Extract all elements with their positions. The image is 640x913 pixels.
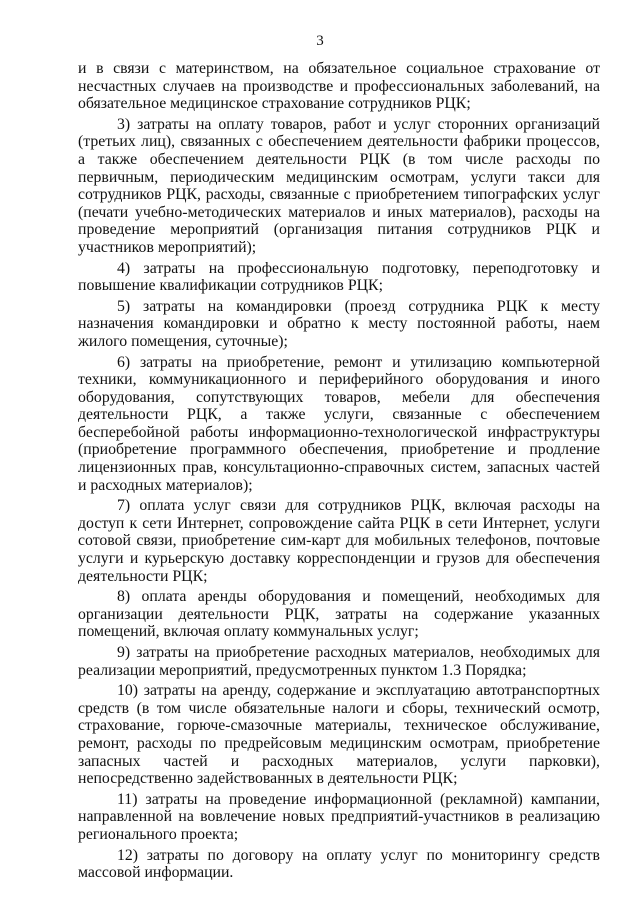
- paragraph-item-12: 12) затраты по договору на оплату услуг по мониторингу средств массовой информации.: [78, 846, 600, 882]
- paragraph-item-5: 5) затраты на командировки (проезд сотрудника РЦК к месту назначения командировки и обратно к месту постоянной работы, наем жилого помещения, суточные);: [78, 297, 600, 350]
- paragraph-item-4: 4) затраты на профессиональную подготовку, переподготовку и повышение квалификации сотрудников РЦК;: [78, 259, 600, 295]
- document-body: [78, 60, 600, 885]
- paragraph-item-3: 3) затраты на оплату товаров, работ и услуг сторонних организаций (третьих лиц), связанных с обеспечением деятельности фабрики процессов, а также обеспечением деятельности РЦК (в том числе расходы по первичным, периодическим медицинским осмотрам, услуги такси для сотрудников РЦК, расходы, связанные с приобретением типографских услуг (печати учебно-методических материалов и иных материалов), расходы на проведение мероприятий (организация питания сотрудников РЦК и участников мероприятий);: [78, 115, 600, 256]
- paragraph-item-9: 9) затраты на приобретение расходных материалов, необходимых для реализации мероприятий, предусмотренных пунктом 1.3 Порядка;: [78, 644, 600, 679]
- paragraph-item-6: 6) затраты на приобретение, ремонт и утилизацию компьютерной техники, коммуникационного и периферийного оборудования и иного оборудования, сопутствующих товаров, мебели для обеспечения деятельности РЦК, а также услуги, связанные с обеспечением бесперебойной работы информационно-технологической инфраструктуры (приобретение программного обеспечения, приобретение и продление лицензионных прав, консультационно-справочных систем, запасных частей и расходных материалов);: [78, 353, 600, 494]
- paragraph-item-8: 8) оплата аренды оборудования и помещений, необходимых для организации деятельности РЦК, затраты на содержание указанных помещений, включая оплату коммунальных услуг;: [78, 588, 600, 641]
- paragraph-item-7: 7) оплата услуг связи для сотрудников РЦК, включая расходы на доступ к сети Интернет, сопровождение сайта РЦК в сети Интернет, услуги сотовой связи, приобретение сим-карт для мобильных телефонов, почтовые услуги и курьерскую доставку корреспонденции и грузов для обеспечения деятельности РЦК;: [78, 497, 600, 585]
- paragraph-item-11: 11) затраты на проведение информационной (рекламной) кампании, направленной на вовлечение новых предприятий-участников в реализацию регионального проекта;: [78, 790, 600, 843]
- page-number: 3: [316, 33, 324, 49]
- paragraph-item-10: 10) затраты на аренду, содержание и эксплуатацию автотранспортных средств (в том числе обязательные налоги и сборы, технический осмотр, страхование, горюче-смазочные материалы, техническое обслуживание, ремонт, расходы по предрейсовым медицинским осмотрам, приобретение запасных частей и расходных материалов, услуги парковки), непосредственно задействованных в деятельности РЦК;: [78, 682, 600, 788]
- paragraph-continuation: и в связи с материнством, на обязательное социальное страхование от несчастных случаев на производстве и профессиональных заболеваний, на обязательное медицинское страхование сотрудников РЦК;: [78, 60, 600, 113]
